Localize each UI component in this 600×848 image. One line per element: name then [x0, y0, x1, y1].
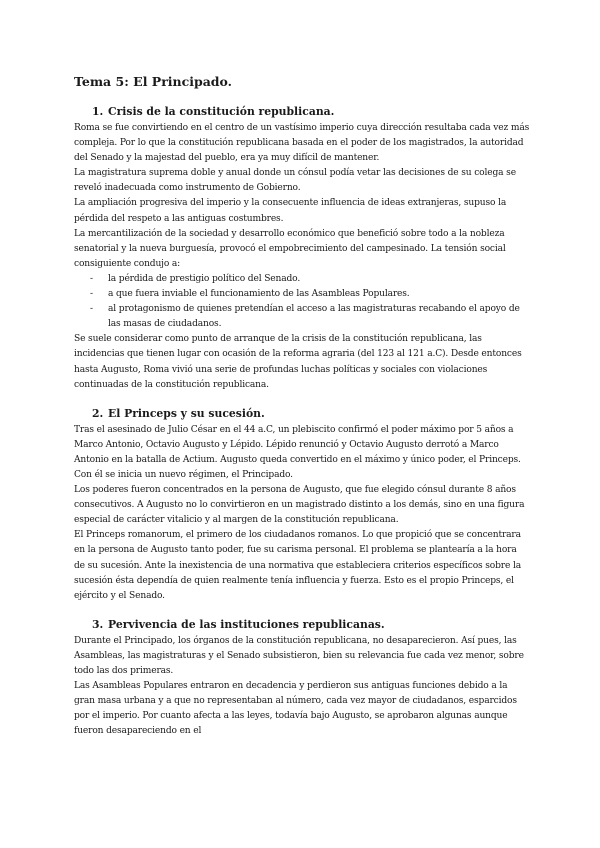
section-heading — [74, 105, 530, 118]
list-item-text: a que fuera inviable el funcionamiento de las Asambleas Populares. — [108, 289, 410, 300]
paragraph: Roma se fue convirtiendo en el centro de un vastísimo imperio cuya dirección resultaba cada vez más compleja. Por lo que la constitución republicana basada en el poder de los magistrados, la autoridad del Senado y la majestad del pueblo, era ya muy difícil de mantener. — [74, 123, 530, 164]
section-heading-text: El Princeps y su sucesión. — [108, 406, 265, 420]
paragraph: La magistratura suprema doble y anual donde un cónsul podía vetar las decisiones de su colega se reveló inadecuada como instrumento de Gobierno. — [74, 168, 516, 194]
section-number: 3. — [92, 617, 104, 631]
section-number: 1. — [92, 105, 104, 118]
list-item — [74, 287, 530, 302]
list-item-text: la pérdida de prestigio político del Senado. — [108, 273, 301, 284]
dash-marker: - — [90, 289, 93, 300]
page-title: Tema 5: El Principado. — [74, 74, 233, 89]
section-number: 2. — [92, 406, 104, 420]
dash-marker: - — [90, 273, 93, 284]
paragraph: Las Asambleas Populares entraron en decadencia y perdieron sus antiguas funciones debido a la gran masa urbana y a que no representaban al número, cada vez mayor de ciudadanos, esparcidos por el imperio. Por cuanto afecta a las leyes, todavía bajo Augusto, se aprobaron algunas aunque fueron desapareciendo en el — [74, 681, 517, 737]
list-item — [74, 302, 530, 332]
paragraph: Se suele considerar como punto de arranque de la crisis de la constitución republicana, las incidencias que tienen lugar con ocasión de la reforma agraria (del 123 al 121 a.C). Desde entonces hasta Augusto, Roma vivió una serie de profundas luchas políticas y sociales con violaciones continuadas de la constitución republicana. — [74, 334, 522, 390]
paragraph: Durante el Principado, los órganos de la constitución republicana, no desaparecieron. Así pues, las Asambleas, las magistraturas y el Senado subsistieron, bien su relevancia fue cada vez menor, sobre todo las dos primeras. — [74, 635, 524, 676]
bullet-list — [74, 272, 530, 332]
section-1 — [74, 105, 530, 393]
list-item-text: al protagonismo de quienes pretendían el acceso a las magistraturas recabando el apoyo de las masas de ciudadanos. — [108, 304, 520, 330]
section-heading — [74, 618, 530, 631]
paragraph: Los poderes fueron concentrados en la persona de Augusto, que fue elegido cónsul durante 8 años consecutivos. A Augusto no lo convirtieron en un magistrado distinto a los demás, sino en una figura especial de carácter vitalicio y al margen de la constitución republicana. — [74, 485, 525, 526]
paragraph: La mercantilización de la sociedad y desarrollo económico que benefició sobre todo a la nobleza senatorial y la nueva burguesía, provocó el empobrecimiento del campesinado. La tensión social consiguiente condujo a: — [74, 228, 506, 269]
list-item — [74, 272, 530, 287]
paragraph: El Princeps romanorum, el primero de los ciudadanos romanos. Lo que propició que se concentrara en la persona de Augusto tanto poder, fue su carisma personal. El problema se plantearía a la hora de su sucesión. Ante la inexistencia de una normativa que estableciera criterios específicos sobre la sucesión ésta dependía de quien realmente tenía influencia y fuerza. Esto es el propio Princeps, el ejército y el Senado. — [74, 530, 521, 601]
paragraph: Tras el asesinado de Julio César en el 44 a.C, un plebiscito confirmó el poder máximo por 5 años a Marco Antonio, Octavio Augusto y Lépido. Lépido renunció y Octavio Augusto derrotó a Marco Antonio en la batalla de Actium. Augusto queda convertido en el máximo y único poder, el Princeps. Con él se inicia un nuevo régimen, el Principado. — [74, 424, 521, 480]
section-2 — [74, 407, 530, 604]
section-3 — [74, 618, 530, 740]
section-heading — [74, 407, 530, 420]
dash-marker: - — [90, 304, 93, 315]
section-heading-text: Crisis de la constitución republicana. — [108, 105, 335, 118]
paragraph: La ampliación progresiva del imperio y la consecuente influencia de ideas extranjeras, supuso la pérdida del respeto a las antiguas costumbres. — [74, 198, 507, 224]
section-heading-text: Pervivencia de las instituciones republicanas. — [108, 617, 385, 631]
